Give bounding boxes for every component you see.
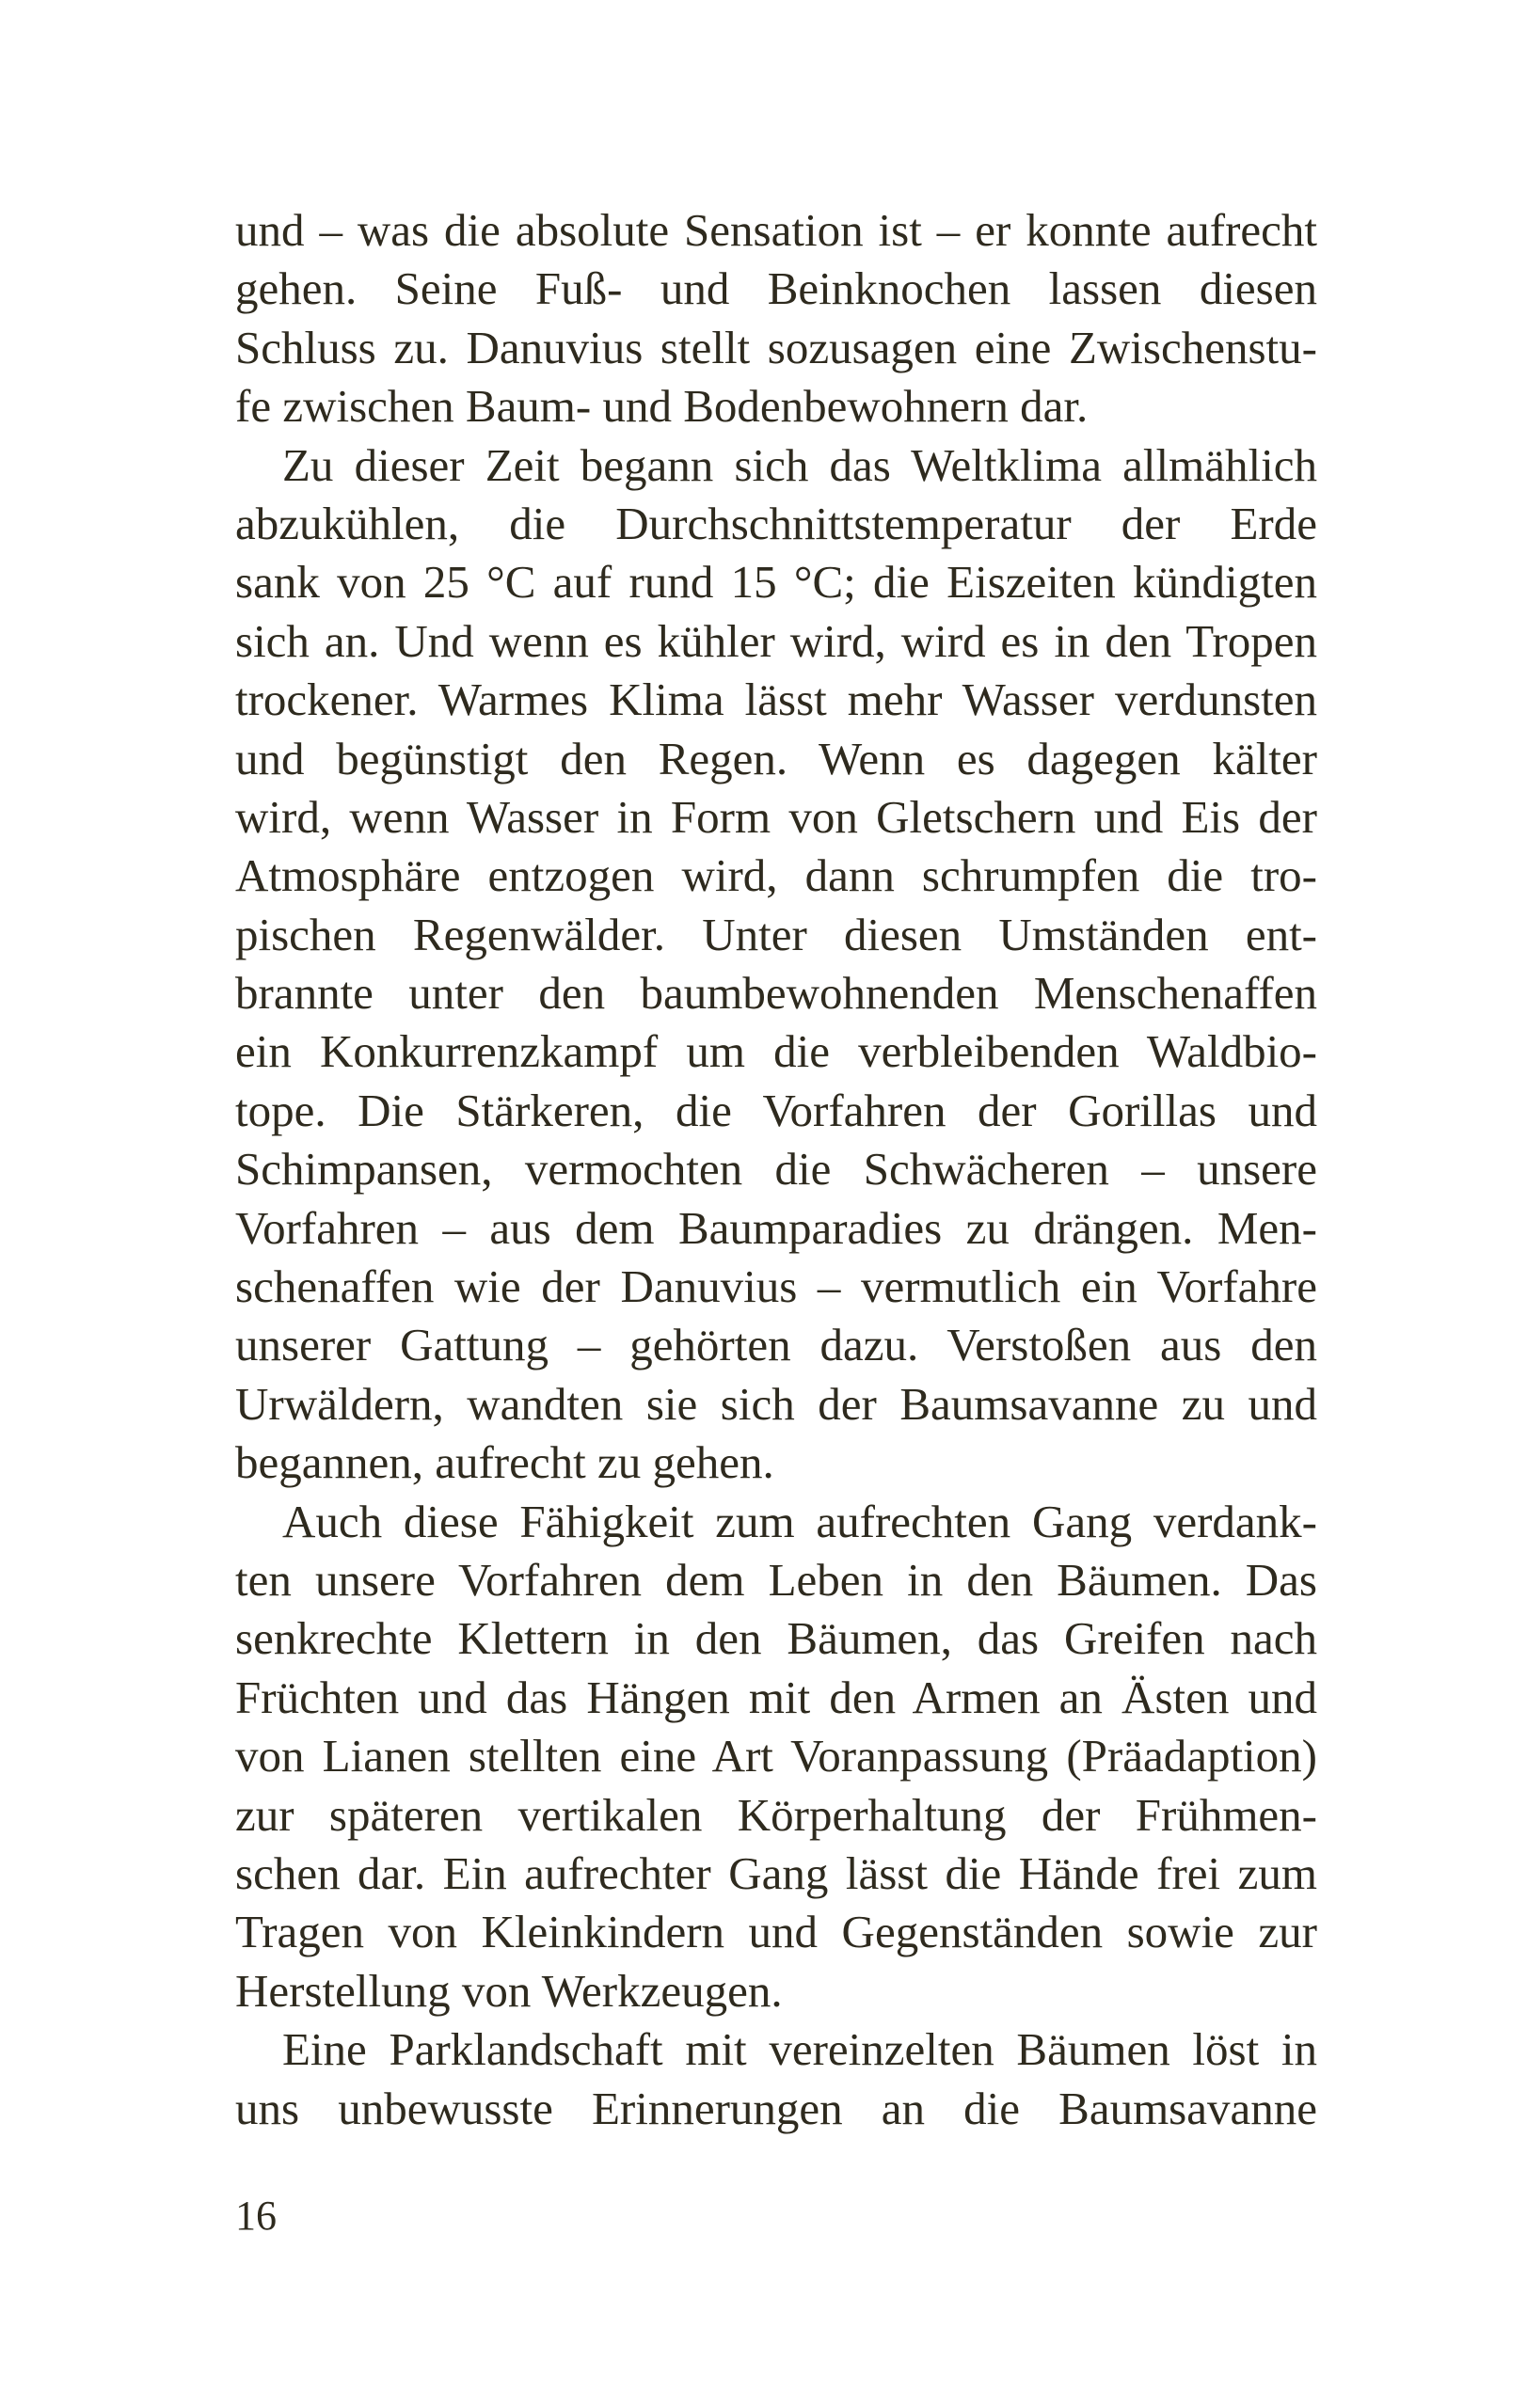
text-line: und begünstigt den Regen. Wenn es dagegen kälter <box>235 732 1317 784</box>
text-line: Tragen von Kleinkindern und Gegenständen sowie zur <box>235 1906 1317 1958</box>
text-line: Eine Parklandschaft mit vereinzelten Bäumen löst in <box>282 2023 1317 2076</box>
text-line: abzukühlen, die Durchschnittstemperatur der Erde <box>235 497 1317 549</box>
paragraph-3 <box>235 1493 1317 2021</box>
text-line: schen dar. Ein aufrechter Gang lässt die Hände frei zum <box>235 1846 1317 1899</box>
text-line: Schluss zu. Danuvius stellt sozusagen eine Zwischenstu- <box>235 321 1317 373</box>
body-text <box>235 201 1317 2138</box>
text-line: Vorfahren – aus dem Baumparadies zu drängen. Men- <box>235 1201 1317 1254</box>
text-line: trockener. Warmes Klima lässt mehr Wasser verdunsten <box>235 673 1317 726</box>
text-line: fe zwischen Baum- und Bodenbewohnern dar. <box>235 380 1089 433</box>
text-line: Zu dieser Zeit begann sich das Weltklima allmählich <box>282 438 1317 491</box>
text-line: tope. Die Stärkeren, die Vorfahren der Gorillas und <box>235 1084 1317 1136</box>
paragraph-1 <box>235 201 1317 436</box>
text-line: senkrechte Klettern in den Bäumen, das Greifen nach <box>235 1612 1317 1665</box>
text-line: ten unsere Vorfahren dem Leben in den Bäumen. Das <box>235 1553 1317 1606</box>
text-line: sank von 25 °C auf rund 15 °C; die Eiszeiten kündigten <box>235 556 1317 609</box>
text-line: schenaffen wie der Danuvius – vermutlich ein Vorfahre <box>235 1260 1317 1313</box>
text-line: von Lianen stellten eine Art Voranpassung (Präadaption) <box>235 1730 1317 1782</box>
text-line: begannen, aufrecht zu gehen. <box>235 1436 774 1489</box>
text-line: und – was die absolute Sensation ist – er konnte aufrecht <box>235 204 1317 256</box>
text-line: Atmosphäre entzogen wird, dann schrumpfen die tro- <box>235 849 1317 902</box>
text-line: Urwäldern, wandten sie sich der Baumsavanne zu und <box>235 1377 1317 1430</box>
text-line: Früchten und das Hängen mit den Armen an Ästen und <box>235 1671 1317 1723</box>
text-line: Auch diese Fähigkeit zum aufrechten Gang verdank- <box>282 1495 1317 1547</box>
text-line: ein Konkurrenzkampf um die verbleibenden Waldbio- <box>235 1025 1317 1078</box>
paragraph-4 <box>235 2020 1317 2138</box>
text-line: pischen Regenwälder. Unter diesen Umständen ent- <box>235 908 1317 960</box>
text-line: wird, wenn Wasser in Form von Gletschern und Eis der <box>235 790 1317 843</box>
text-line: Herstellung von Werkzeugen. <box>235 1964 783 2017</box>
text-line: Schimpansen, vermochten die Schwächeren – unsere <box>235 1143 1317 1196</box>
text-line: unserer Gattung – gehörten dazu. Verstoßen aus den <box>235 1319 1317 1371</box>
text-line: zur späteren vertikalen Körperhaltung der Frühmen- <box>235 1788 1317 1841</box>
paragraph-2 <box>235 436 1317 1493</box>
text-line: gehen. Seine Fuß- und Beinknochen lassen diesen <box>235 262 1317 315</box>
text-line: sich an. Und wenn es kühler wird, wird es in den Tropen <box>235 614 1317 667</box>
text-line: brannte unter den baumbewohnenden Menschenaffen <box>235 967 1317 1020</box>
text-line: uns unbewusste Erinnerungen an die Baumsavanne <box>235 2082 1317 2134</box>
page-number: 16 <box>235 2193 277 2239</box>
